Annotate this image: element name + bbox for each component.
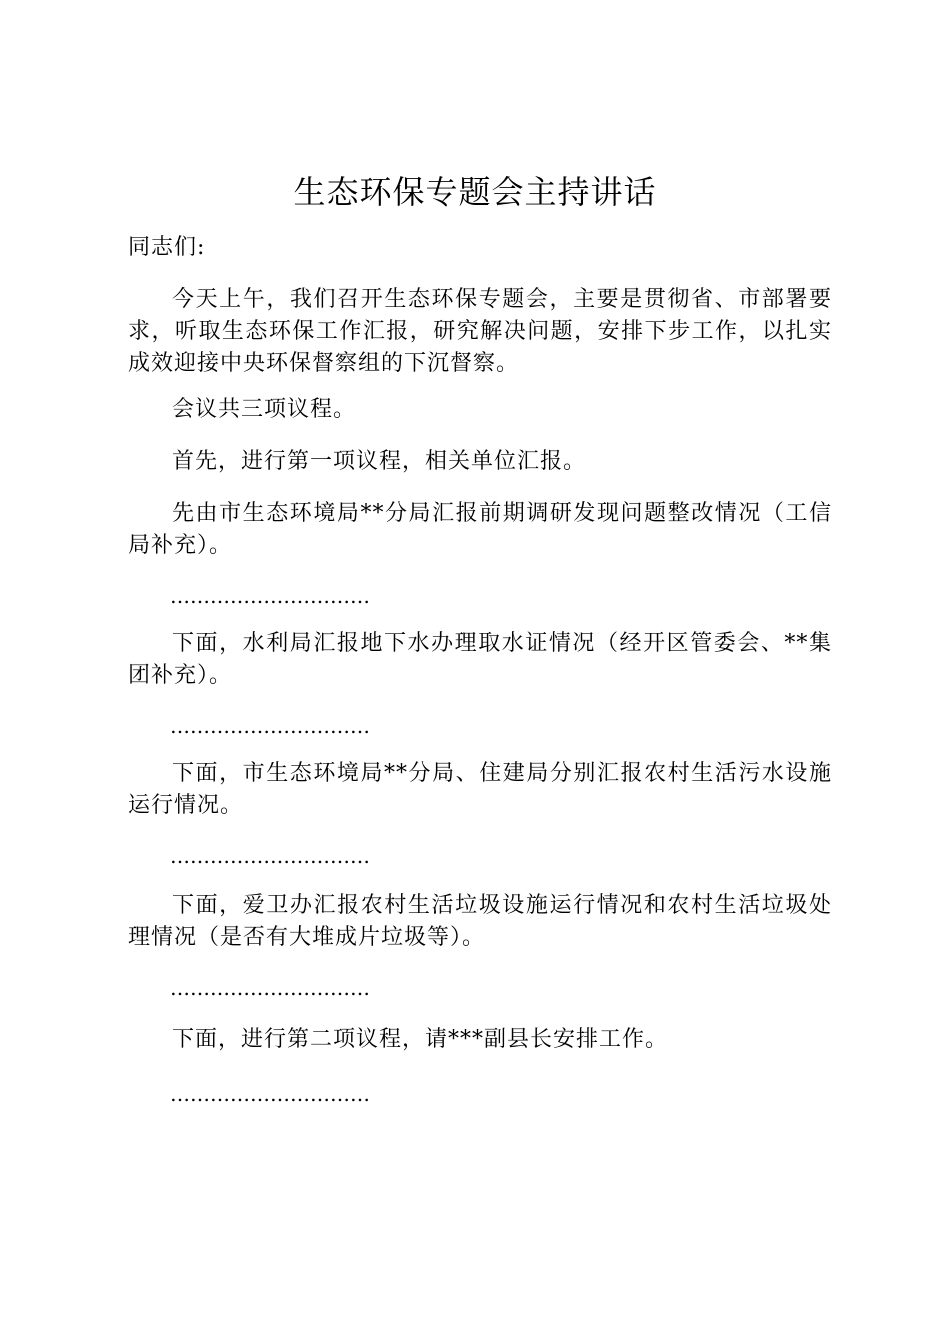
ellipsis-1: ………………………… bbox=[170, 584, 370, 608]
paragraph-eco-bureau-report: 先由市生态环境局**分局汇报前期调研发现问题整改情况（工信局补充）。 bbox=[128, 501, 832, 558]
paragraph-sewage-report: 下面，市生态环境局**分局、住建局分别汇报农村生活污水设施运行情况。 bbox=[128, 761, 832, 818]
document-title: 生态环保专题会主持讲话 bbox=[293, 173, 657, 211]
paragraph-garbage-report: 下面，爱卫办汇报农村生活垃圾设施运行情况和农村生活垃圾处理情况（是否有大堆成片垃圾等）。 bbox=[128, 893, 832, 950]
ellipsis-3: ………………………… bbox=[170, 844, 370, 868]
paragraph-water-bureau-report: 下面，水利局汇报地下水办理取水证情况（经开区管委会、**集团补充）。 bbox=[128, 631, 832, 688]
paragraph-opening: 今天上午，我们召开生态环保专题会，主要是贯彻省、市部署要求，听取生态环保工作汇报，研究解决问题，安排下步工作，以扎实成效迎接中央环保督察组的下沉督察。 bbox=[128, 287, 832, 376]
paragraph-agenda-count: 会议共三项议程。 bbox=[172, 397, 357, 422]
ellipsis-5: ………………………… bbox=[170, 1082, 370, 1106]
ellipsis-2: ………………………… bbox=[170, 714, 370, 738]
paragraph-second-agenda: 下面，进行第二项议程，请***副县长安排工作。 bbox=[172, 1027, 669, 1052]
salutation: 同志们: bbox=[128, 235, 206, 260]
ellipsis-4: ………………………… bbox=[170, 976, 370, 1000]
paragraph-first-agenda: 首先，进行第一项议程，相关单位汇报。 bbox=[172, 449, 587, 474]
